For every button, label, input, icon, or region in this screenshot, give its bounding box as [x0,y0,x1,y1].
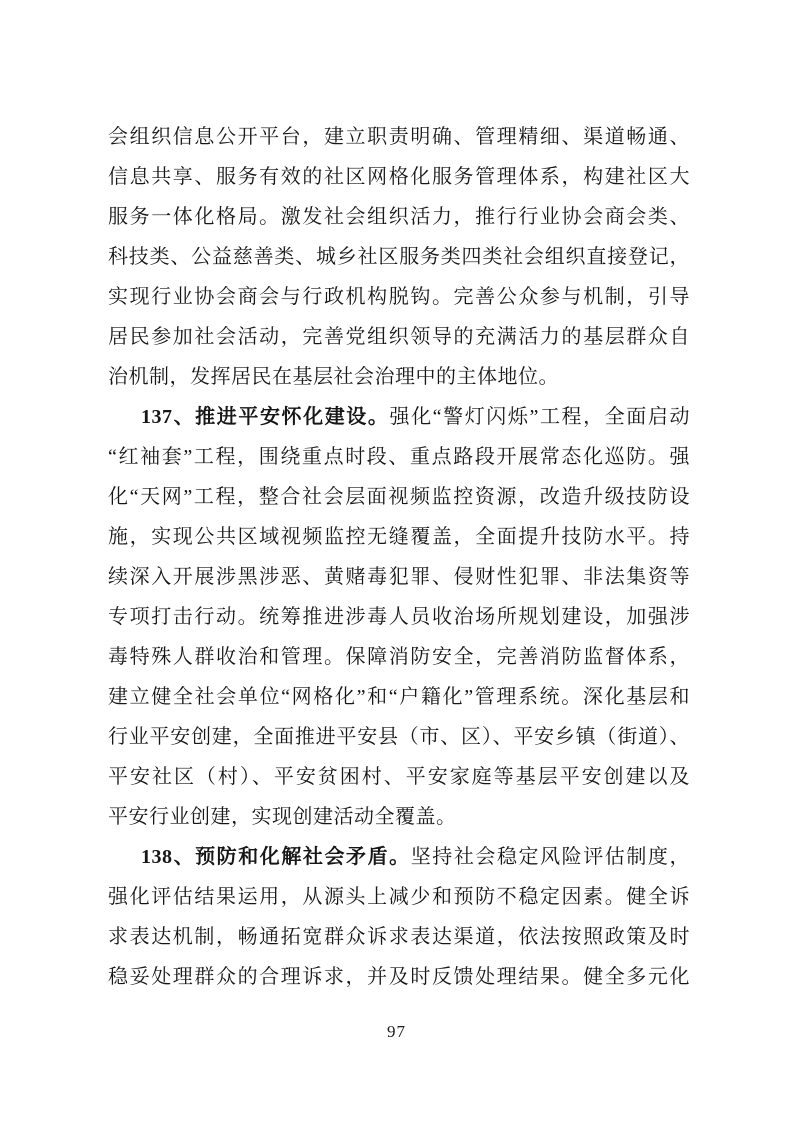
text-line: 137、推进平安怀化建设。强化“警灯闪烁”工程，全面启动 [141,406,690,428]
item-heading: 137、推进平安怀化建设。 [141,406,390,428]
text-line: 稳妥处理群众的合理诉求，并及时反馈处理结果。健全多元化 [108,966,690,988]
text-line: 行业平安创建，全面推进平安县（市、区）、平安乡镇（街道）、 [108,726,690,748]
text-line: 会组织信息公开平台，建立职责明确、管理精细、渠道畅通、 [108,126,690,148]
text-line: 平安行业创建，实现创建活动全覆盖。 [108,806,457,828]
document-body [108,117,690,997]
text-line: 科技类、公益慈善类、城乡社区服务类四类社会组织直接登记， [108,246,690,268]
text-line: 建立健全社会单位“网格化”和“户籍化”管理系统。深化基层和 [108,686,690,708]
page-number: 97 [387,1022,406,1041]
text-line: 续深入开展涉黑涉恶、黄赌毒犯罪、侵财性犯罪、非法集资等 [108,566,690,588]
text-line: 居民参加社会活动，完善党组织领导的充满活力的基层群众自 [108,326,690,348]
text-line: 强化评估结果运用，从源头上减少和预防不稳定因素。健全诉 [108,886,690,908]
text-line: 施，实现公共区域视频监控无缝覆盖，全面提升技防水平。持 [108,526,690,548]
text-line: 化“天网”工程，整合社会层面视频监控资源，改造升级技防设 [108,486,690,508]
page-footer [0,1022,793,1042]
paragraph-item-138 [108,837,690,997]
text-line: 信息共享、服务有效的社区网格化服务管理体系，构建社区大 [108,166,690,188]
text-line: 毒特殊人群收治和管理。保障消防安全，完善消防监督体系， [108,646,690,668]
item-heading: 138、预防和化解社会矛盾。 [141,846,411,868]
text-line: 平安社区（村）、平安贫困村、平安家庭等基层平安创建以及 [108,766,690,788]
text-line: 服务一体化格局。激发社会组织活力，推行行业协会商会类、 [108,206,690,228]
paragraph-item-137 [108,397,690,837]
text-line: 实现行业协会商会与行政机构脱钩。完善公众参与机制，引导 [108,286,690,308]
text-line: 求表达机制，畅通拓宽群众诉求表达渠道，依法按照政策及时 [108,926,690,948]
text-line: 治机制，发挥居民在基层社会治理中的主体地位。 [108,366,559,388]
text-line: 138、预防和化解社会矛盾。坚持社会稳定风险评估制度， [141,846,690,868]
text-line: 专项打击行动。统筹推进涉毒人员收治场所规划建设，加强涉 [108,606,690,628]
text-line: “红袖套”工程，围绕重点时段、重点路段开展常态化巡防。强 [108,446,690,468]
paragraph-continuation [108,117,690,397]
